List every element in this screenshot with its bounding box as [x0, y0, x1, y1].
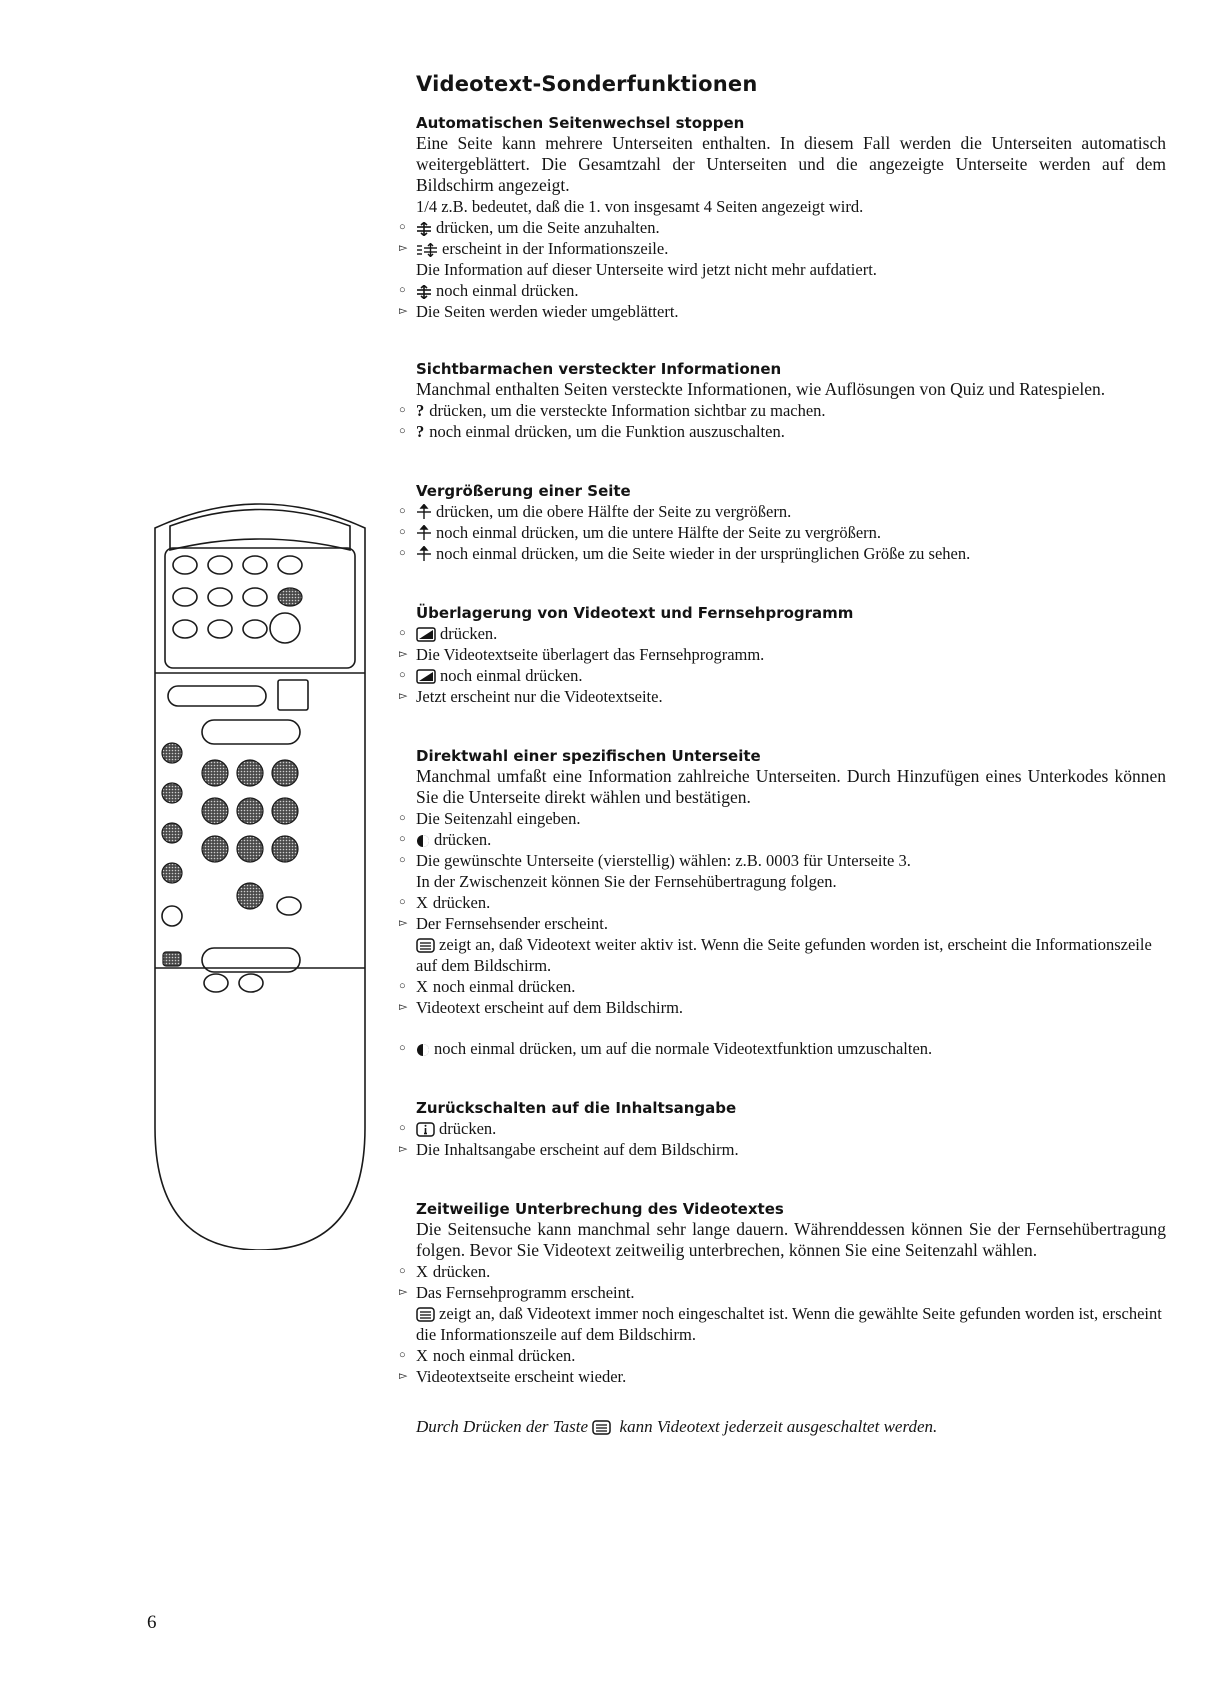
result-item: ▻ Der Fernsehsender erscheint. — [399, 914, 608, 933]
step-item: ○ X drücken. — [399, 893, 491, 912]
step-item: ○ noch einmal drücken, um auf die normale Videotextfunktion umzuschalten. — [399, 1039, 933, 1058]
section-title: Überlagerung von Videotext und Fernsehprogramm — [416, 604, 854, 622]
tv-key: X — [416, 893, 428, 912]
section-intro: Eine Seite kann mehrere Unterseiten enthalten. In diesem Fall werden die Unterseiten automatisch weitergeblättert. Die Gesamtzahl der Unterseiten und die angezeigte Unterseite werden auf dem Bildschirm angezeigt. — [416, 133, 1166, 195]
bullet-icon: ○ — [399, 221, 406, 233]
section-title: Zurückschalten auf die Inhaltsangabe — [416, 1099, 737, 1117]
step-item: ○ noch einmal drücken. — [399, 281, 579, 300]
hold-indicator-icon — [416, 243, 438, 257]
result-item: ▻ erscheint in der Informationszeile. — [399, 239, 669, 258]
section-subpage-select — [399, 747, 1166, 1059]
result-item: ▻ Jetzt erscheint nur die Videotextseite. — [399, 687, 663, 706]
section-intro: Die Seitensuche kann manchmal sehr lange dauern. Währenddessen können Sie der Fernsehübertragung folgen. Bevor Sie Videotext zeitweilig unterbrechen, können Sie eine Seitenzahl wählen. — [416, 1219, 1166, 1260]
step-item: ○ drücken. — [399, 830, 492, 849]
step-item: ○ drücken. — [399, 624, 498, 643]
bullet-icon: ○ — [399, 284, 406, 296]
section-auto-page-stop — [399, 114, 1166, 322]
mix-icon — [416, 627, 436, 642]
result-arrow-icon: ▻ — [399, 690, 408, 702]
result-item: ▻ Videotext erscheint auf dem Bildschirm. — [399, 998, 684, 1017]
enlarge-icon — [416, 525, 432, 541]
section-title: Sichtbarmachen versteckter Informationen — [416, 360, 782, 378]
bullet-icon: ○ — [399, 1349, 406, 1361]
tv-key: X — [416, 1262, 428, 1281]
mix-icon — [416, 669, 436, 684]
bullet-icon: ○ — [399, 854, 406, 866]
enlarge-icon — [416, 546, 432, 562]
bullet-icon: ○ — [399, 833, 406, 845]
result-arrow-icon: ▻ — [399, 1143, 408, 1155]
section-title: Automatischen Seitenwechsel stoppen — [416, 114, 745, 132]
result-item: ▻ Die Inhaltsangabe erscheint auf dem Bildschirm. — [399, 1140, 739, 1159]
index-icon — [416, 1122, 435, 1137]
hold-page-icon — [416, 285, 432, 299]
result-arrow-icon: ▻ — [399, 1370, 408, 1382]
section-index-return — [399, 1099, 1166, 1160]
hold-page-icon — [416, 222, 432, 236]
step-item: ○ Die Seitenzahl eingeben. — [399, 809, 581, 828]
step-item: ○ drücken, um die obere Hälfte der Seite zu vergrößern. — [399, 502, 792, 521]
bullet-icon: ○ — [399, 526, 406, 538]
bullet-icon: ○ — [399, 980, 406, 992]
step-item: ○ noch einmal drücken, um die untere Hälfte der Seite zu vergrößern. — [399, 523, 882, 542]
step-item: ○ X noch einmal drücken. — [399, 1346, 576, 1365]
bullet-icon: ○ — [399, 896, 406, 908]
step-item: ○ X noch einmal drücken. — [399, 977, 576, 996]
enlarge-icon — [416, 504, 432, 520]
section-reveal-hidden — [399, 360, 1166, 442]
step-item: ○ ? drücken, um die versteckte Information sichtbar zu machen. — [399, 401, 826, 420]
bullet-icon: ○ — [399, 1122, 406, 1134]
bullet-icon: ○ — [399, 505, 406, 517]
subpage-key-icon — [416, 1043, 430, 1057]
teletext-icon — [416, 938, 435, 953]
step-item: ○ ? noch einmal drücken, um die Funktion auszuschalten. — [399, 422, 785, 441]
result-arrow-icon: ▻ — [399, 242, 408, 254]
reveal-key: ? — [416, 401, 425, 420]
bullet-icon: ○ — [399, 1265, 406, 1277]
section-pause-teletext — [399, 1200, 1166, 1387]
section-title: Direktwahl einer spezifischen Unterseite — [416, 747, 761, 765]
page-title: Videotext-Sonderfunktionen — [416, 72, 758, 96]
result-arrow-icon: ▻ — [399, 305, 408, 317]
result-arrow-icon: ▻ — [399, 648, 408, 660]
step-item: ○ drücken. — [399, 1119, 497, 1138]
section-title: Vergrößerung einer Seite — [416, 482, 631, 500]
bullet-icon: ○ — [399, 1042, 406, 1054]
step-item: ○ X drücken. — [399, 1262, 491, 1281]
bullet-icon: ○ — [399, 627, 406, 639]
step-item: ○ Die gewünschte Unterseite (vierstellig) wählen: z.B. 0003 für Unterseite 3. — [399, 851, 911, 870]
section-overlay — [399, 604, 1166, 707]
teletext-icon — [416, 1307, 435, 1322]
result-item: ▻ Das Fernsehprogramm erscheint. — [399, 1283, 635, 1302]
bullet-icon: ○ — [399, 404, 406, 416]
result-arrow-icon: ▻ — [399, 1001, 408, 1013]
step-item: ○ noch einmal drücken. — [399, 666, 583, 685]
step-item: ○ noch einmal drücken, um die Seite wieder in der ursprünglichen Größe zu sehen. — [399, 544, 971, 563]
section-note: In der Zwischenzeit können Sie der Fernsehübertragung folgen. — [416, 872, 837, 891]
reveal-key: ? — [416, 422, 425, 441]
note-item: zeigt an, daß Videotext immer noch eingeschaltet ist. Wenn die gewählte Seite gefunden worden ist, erscheint die Informationszeile auf dem Bildschirm. — [416, 1304, 1162, 1344]
bullet-icon: ○ — [399, 669, 406, 681]
result-arrow-icon: ▻ — [399, 1286, 408, 1298]
teletext-icon — [592, 1420, 611, 1435]
subpage-key-icon — [416, 834, 430, 848]
section-enlarge-page — [399, 482, 1166, 564]
section-note: Die Information auf dieser Unterseite wird jetzt nicht mehr aufdatiert. — [416, 260, 877, 279]
bullet-icon: ○ — [399, 547, 406, 559]
closing-note: Durch Drücken der Taste kann Videotext jederzeit ausgeschaltet werden. — [416, 1417, 938, 1436]
section-intro: Manchmal umfaßt eine Information zahlreiche Unterseiten. Durch Hinzufügen eines Unterkodes können Sie die Unterseite direkt wählen und bestätigen. — [416, 766, 1166, 807]
section-line: 1/4 z.B. bedeutet, daß die 1. von insgesamt 4 Seiten angezeigt wird. — [416, 197, 864, 216]
bullet-icon: ○ — [399, 425, 406, 437]
section-title: Zeitweilige Unterbrechung des Videotextes — [416, 1200, 784, 1218]
remote-control-illustration — [150, 488, 370, 1250]
tv-key: X — [416, 977, 428, 996]
result-item: ▻ Videotextseite erscheint wieder. — [399, 1367, 627, 1386]
page-content — [399, 72, 1166, 1437]
section-intro: Manchmal enthalten Seiten versteckte Informationen, wie Auflösungen von Quiz und Ratespielen. — [416, 379, 1106, 399]
result-item: ▻ Die Seiten werden wieder umgeblättert. — [399, 302, 679, 321]
result-arrow-icon: ▻ — [399, 917, 408, 929]
tv-key: X — [416, 1346, 428, 1365]
result-item: ▻ Die Videotextseite überlagert das Fernsehprogramm. — [399, 645, 765, 664]
step-item: ○ drücken, um die Seite anzuhalten. — [399, 218, 660, 237]
note-item: zeigt an, daß Videotext weiter aktiv ist. Wenn die Seite gefunden worden ist, erscheint die Informationszeile auf dem Bildschirm. — [416, 935, 1152, 975]
bullet-icon: ○ — [399, 812, 406, 824]
page-number: 6 — [147, 1612, 157, 1633]
